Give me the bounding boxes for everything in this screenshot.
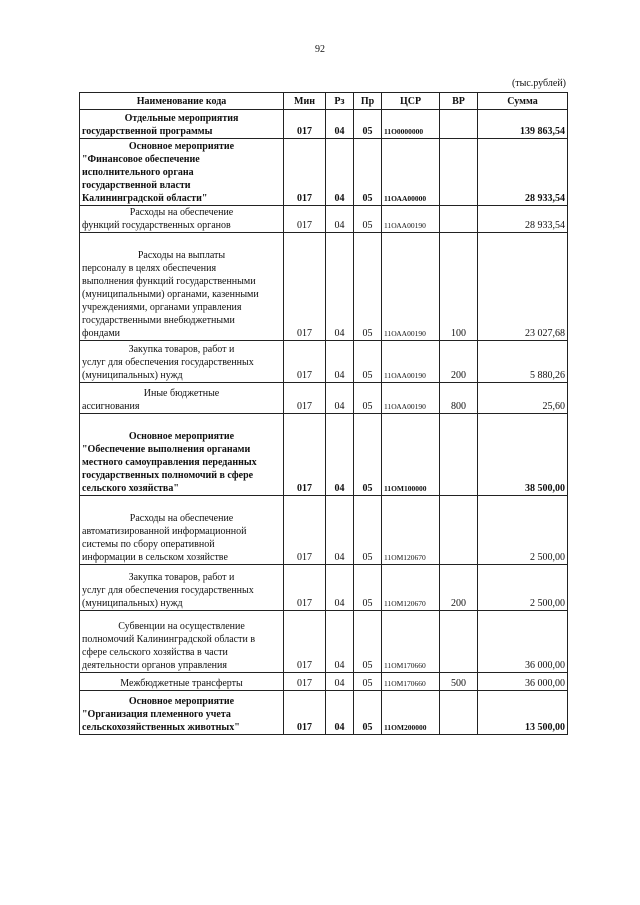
table-row — [80, 341, 568, 383]
row-rz: 04 — [326, 341, 354, 383]
row-name — [80, 139, 284, 206]
row-name — [80, 414, 284, 496]
header-name: Наименование кода — [80, 93, 284, 110]
row-rz: 04 — [326, 139, 354, 206]
row-pr: 05 — [354, 341, 382, 383]
row-name-line: Основное мероприятие — [128, 431, 235, 442]
row-name-line: сфере сельского хозяйства в части — [82, 647, 228, 658]
row-csr: 11ОМ200000 — [382, 691, 440, 735]
row-name-line: учреждениями, органами управления — [82, 302, 242, 313]
row-name-line: услуг для обеспечения государственных — [82, 357, 254, 368]
row-pr: 05 — [354, 691, 382, 735]
row-min: 017 — [284, 691, 326, 735]
row-name-line: "Обеспечение выполнения органами — [82, 444, 251, 455]
row-min: 017 — [284, 414, 326, 496]
row-csr: 11ОАА00190 — [382, 206, 440, 233]
row-name-line: системы по сбору оперативной — [82, 539, 215, 550]
row-name-line: сельского хозяйства" — [82, 483, 179, 494]
row-sum: 139 863,54 — [478, 110, 568, 139]
row-name-line: государственных полномочий в сфере — [82, 470, 254, 481]
row-rz: 04 — [326, 691, 354, 735]
row-min: 017 — [284, 673, 326, 691]
row-min: 017 — [284, 139, 326, 206]
row-pr: 05 — [354, 206, 382, 233]
table-row — [80, 673, 568, 691]
row-name-line: деятельности органов управления — [82, 660, 227, 671]
row-name — [80, 206, 284, 233]
row-rz: 04 — [326, 565, 354, 611]
row-name — [80, 496, 284, 565]
row-rz: 04 — [326, 673, 354, 691]
table-row — [80, 206, 568, 233]
header-rz: Рз — [326, 93, 354, 110]
row-name-line: исполнительного органа — [82, 167, 194, 178]
row-rz: 04 — [326, 496, 354, 565]
table-row — [80, 414, 568, 496]
row-pr: 05 — [354, 139, 382, 206]
row-csr: 11ОАА00190 — [382, 233, 440, 341]
row-sum: 5 880,26 — [478, 341, 568, 383]
row-name-line: функций государственных органов — [82, 220, 231, 231]
header-min: Мин — [284, 93, 326, 110]
row-rz: 04 — [326, 233, 354, 341]
row-rz: 04 — [326, 383, 354, 414]
units-label: (тыс.рублей) — [511, 78, 566, 89]
row-name — [80, 233, 284, 341]
table-header-row — [80, 93, 568, 110]
row-csr: 11ОМ120670 — [382, 565, 440, 611]
row-sum: 36 000,00 — [478, 673, 568, 691]
row-name — [80, 341, 284, 383]
row-name-line: (муниципальными) органами, казенными — [82, 289, 259, 300]
table-row — [80, 496, 568, 565]
row-sum: 38 500,00 — [478, 414, 568, 496]
row-name-line: "Финансовое обеспечение — [82, 154, 200, 165]
row-name — [80, 565, 284, 611]
row-name-line: Закупка товаров, работ и — [128, 572, 235, 583]
header-pr: Пр — [354, 93, 382, 110]
row-name-line: Закупка товаров, работ и — [128, 344, 235, 355]
row-pr: 05 — [354, 565, 382, 611]
row-name-line: фондами — [82, 328, 121, 339]
row-name-line: государственными внебюджетными — [82, 315, 235, 326]
row-sum: 28 933,54 — [478, 206, 568, 233]
header-vr: ВР — [440, 93, 478, 110]
row-vr — [440, 206, 478, 233]
row-name-line: выполнения функций государственными — [82, 276, 256, 287]
row-csr: 11ОАА00190 — [382, 341, 440, 383]
row-csr: 11ОАА00190 — [382, 383, 440, 414]
row-min: 017 — [284, 233, 326, 341]
row-name-line: государственной программы — [82, 126, 213, 137]
row-csr: 11О0000000 — [382, 110, 440, 139]
table-row — [80, 565, 568, 611]
row-pr: 05 — [354, 110, 382, 139]
row-pr: 05 — [354, 673, 382, 691]
row-vr: 100 — [440, 233, 478, 341]
row-name-line: полномочий Калининградской области в — [82, 634, 256, 645]
row-name — [80, 383, 284, 414]
row-min: 017 — [284, 206, 326, 233]
row-name-line: (муниципальных) нужд — [82, 370, 183, 381]
row-name-line: автоматизированной информационной — [82, 526, 247, 537]
row-pr: 05 — [354, 383, 382, 414]
row-name-line: услуг для обеспечения государственных — [82, 585, 254, 596]
row-vr: 200 — [440, 565, 478, 611]
row-rz: 04 — [326, 206, 354, 233]
row-csr: 11ОМ120670 — [382, 496, 440, 565]
table-row — [80, 691, 568, 735]
row-vr: 500 — [440, 673, 478, 691]
row-rz: 04 — [326, 414, 354, 496]
header-csr: ЦСР — [382, 93, 440, 110]
row-name-line: ассигнования — [82, 401, 140, 412]
row-csr: 11ОМ170660 — [382, 673, 440, 691]
row-name-line: "Организация племенного учета — [82, 709, 231, 720]
row-pr: 05 — [354, 496, 382, 565]
row-sum: 2 500,00 — [478, 496, 568, 565]
row-name-line: информации в сельском хозяйстве — [82, 552, 228, 563]
row-name — [80, 110, 284, 139]
row-csr: 11ОМ100000 — [382, 414, 440, 496]
row-name-line: местного самоуправления переданных — [82, 457, 257, 468]
row-min: 017 — [284, 110, 326, 139]
row-vr: 200 — [440, 341, 478, 383]
row-sum: 13 500,00 — [478, 691, 568, 735]
row-min: 017 — [284, 341, 326, 383]
row-name — [80, 673, 284, 691]
row-sum: 25,60 — [478, 383, 568, 414]
table-row — [80, 383, 568, 414]
row-name-line: Основное мероприятие — [128, 696, 235, 707]
row-name-line: Расходы на обеспечение — [129, 513, 234, 524]
row-name-line: государственной власти — [82, 180, 191, 191]
row-name-line: Субвенции на осуществление — [118, 621, 245, 632]
page-number: 92 — [315, 44, 325, 55]
table-row — [80, 110, 568, 139]
row-sum: 28 933,54 — [478, 139, 568, 206]
row-name-line: Расходы на обеспечение — [129, 207, 234, 218]
row-pr: 05 — [354, 233, 382, 341]
row-name-line: сельскохозяйственных животных" — [82, 722, 240, 733]
table-row — [80, 139, 568, 206]
budget-table — [79, 92, 568, 735]
row-name-line: Отдельные мероприятия — [124, 113, 239, 124]
row-csr: 11ОАА00000 — [382, 139, 440, 206]
row-csr: 11ОМ170660 — [382, 611, 440, 673]
row-min: 017 — [284, 496, 326, 565]
row-min: 017 — [284, 611, 326, 673]
row-name-line: персоналу в целях обеспечения — [82, 263, 217, 274]
row-vr — [440, 496, 478, 565]
row-name-line: Расходы на выплаты — [137, 250, 226, 261]
row-name-line: Межбюджетные трансферты — [120, 678, 243, 689]
row-vr — [440, 611, 478, 673]
header-sum: Сумма — [478, 93, 568, 110]
row-rz: 04 — [326, 110, 354, 139]
table-row — [80, 233, 568, 341]
row-vr — [440, 139, 478, 206]
row-pr: 05 — [354, 611, 382, 673]
row-rz: 04 — [326, 611, 354, 673]
row-min: 017 — [284, 565, 326, 611]
row-vr: 800 — [440, 383, 478, 414]
row-vr — [440, 414, 478, 496]
row-name-line: Основное мероприятие — [128, 141, 235, 152]
row-name-line: Иные бюджетные — [143, 388, 220, 399]
row-pr: 05 — [354, 414, 382, 496]
table-row — [80, 611, 568, 673]
row-vr — [440, 110, 478, 139]
row-name — [80, 611, 284, 673]
row-sum: 36 000,00 — [478, 611, 568, 673]
row-sum: 2 500,00 — [478, 565, 568, 611]
row-min: 017 — [284, 383, 326, 414]
row-name-line: (муниципальных) нужд — [82, 598, 183, 609]
row-sum: 23 027,68 — [478, 233, 568, 341]
row-vr — [440, 691, 478, 735]
row-name-line: Калининградской области" — [82, 193, 208, 204]
row-name — [80, 691, 284, 735]
